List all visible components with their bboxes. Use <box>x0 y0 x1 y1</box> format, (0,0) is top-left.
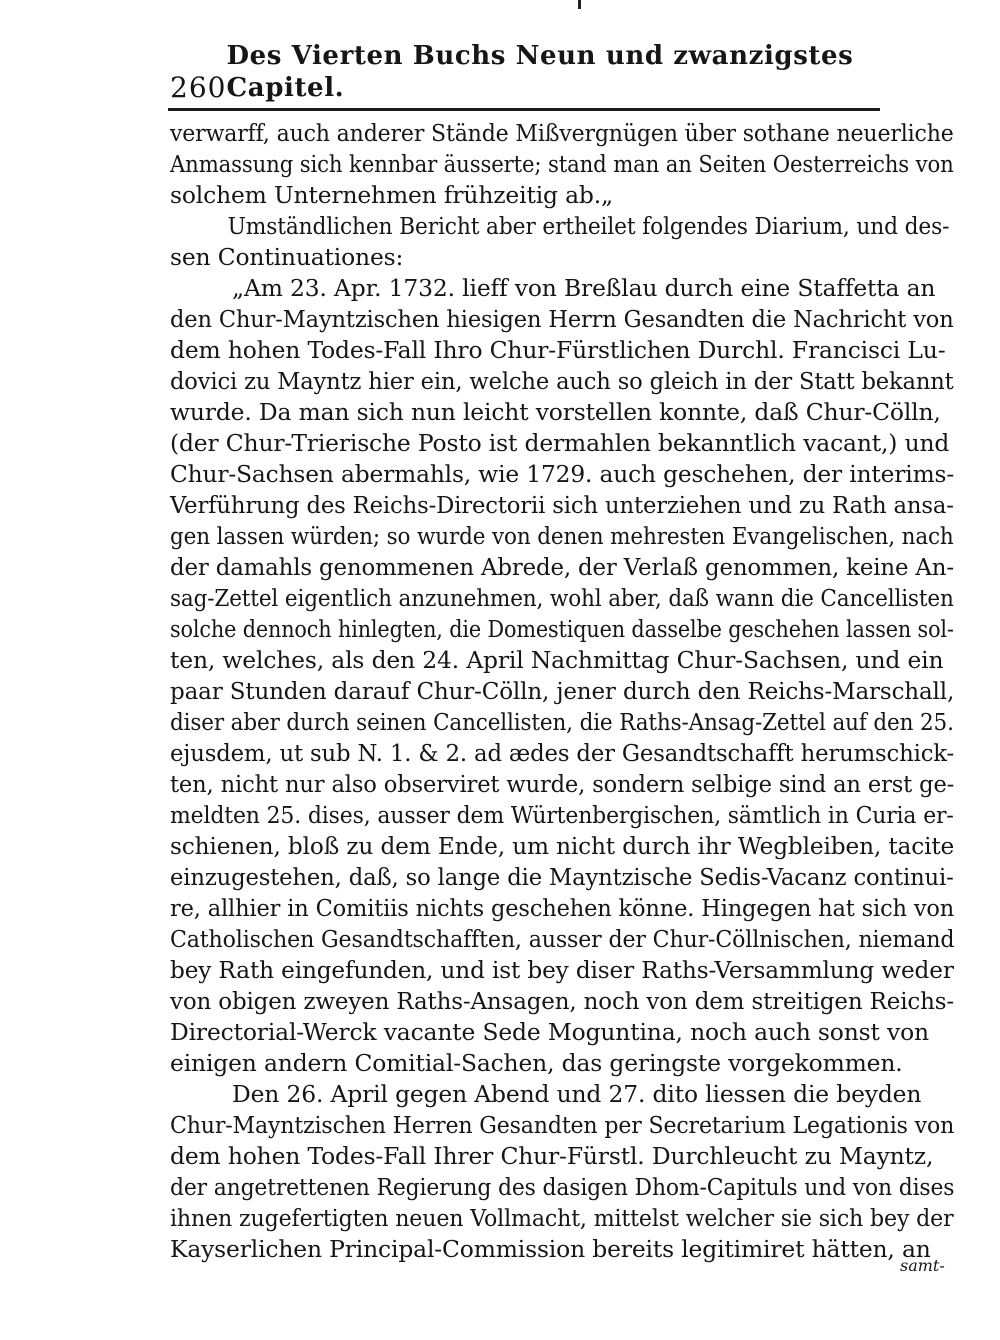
text-line: Chur-Mayntzischen Herren Gesandten per Secretarium Legationis von <box>170 1111 955 1139</box>
text-line: ejusdem, ut sub N. 1. & 2. ad ædes der Gesandtschafft herumschick- <box>170 739 955 767</box>
text-line: einigen andern Comitial-Sachen, das geringste vorgekommen. <box>170 1049 903 1077</box>
text-line: diser aber durch seinen Cancellisten, die Raths-Ansag-Zettel auf den 25. <box>170 708 954 736</box>
text-line: sen Continuationes: <box>170 243 404 271</box>
text-line: gen lassen würden; so wurde von denen mehresten Evangelischen, nach <box>170 522 954 550</box>
text-line: Chur-Sachsen abermahls, wie 1729. auch geschehen, der interims- <box>170 460 955 488</box>
text-line: verwarff, auch anderer Stände Mißvergnügen über sothane neuerliche <box>170 119 954 147</box>
text-line: dem hohen Todes-Fall Ihrer Chur-Fürstl. Durchleucht zu Mayntz, <box>170 1142 934 1170</box>
text-line: solche dennoch hinlegten, die Domestiquen dasselbe geschehen lassen sol- <box>170 615 954 643</box>
text-line: den Chur-Mayntzischen hiesigen Herrn Gesandten die Nachricht von <box>170 305 954 333</box>
text-line: dovici zu Mayntz hier ein, welche auch so gleich in der Statt bekannt <box>170 367 954 395</box>
text-line: der damahls genommenen Abrede, der Verlaß genommen, keine An- <box>170 553 954 581</box>
text-line: dem hohen Todes-Fall Ihro Chur-Fürstlichen Durchl. Francisci Lu- <box>170 336 946 364</box>
text-line: wurde. Da man sich nun leicht vorstellen konnte, daß Chur-Cölln, <box>170 398 941 426</box>
text-line: Catholischen Gesandtschafften, ausser der Chur-Cöllnischen, niemand <box>170 925 955 953</box>
page-number: 260 <box>170 71 227 104</box>
text-line: einzugestehen, daß, so lange die Mayntzische Sedis-Vacanz continui- <box>170 863 954 891</box>
text-line: solchem Unternehmen frühzeitig ab.„ <box>170 181 614 209</box>
text-line: ten, nicht nur also observiret wurde, sondern selbige sind an erst ge- <box>170 770 955 798</box>
text-line: meldten 25. dises, ausser dem Würtenbergischen, sämtlich in Curia er- <box>170 801 954 829</box>
paragraph <box>170 1079 954 1265</box>
text-line: schienen, bloß zu dem Ende, um nicht durch ihr Wegbleiben, tacite <box>170 832 955 860</box>
paragraph <box>170 273 954 1079</box>
text-line: (der Chur-Trierische Posto ist dermahlen bekanntlich vacant,) und <box>170 429 950 457</box>
text-line: Umständlichen Bericht aber ertheilet folgendes Diarium, und des- <box>227 212 950 240</box>
text-line: „Am 23. Apr. 1732. lieff von Breßlau durch eine Staffetta an <box>232 274 936 302</box>
text-line: Anmassung sich kennbar äusserte; stand man an Seiten Oesterreichs von <box>170 150 954 178</box>
catchword: samt- <box>900 1256 945 1275</box>
text-line: Directorial-Werck vacante Sede Moguntina, noch auch sonst von <box>170 1018 929 1046</box>
page-header <box>170 41 882 104</box>
text-line: Verführung des Reichs-Directorii sich unterziehen und zu Rath ansa- <box>170 491 954 519</box>
text-line: Kayserlichen Principal-Commission bereits legitimiret hätten, an <box>170 1235 931 1263</box>
text-line: der angetrettenen Regierung des dasigen Dhom-Capituls und von dises <box>170 1173 955 1201</box>
header-rule <box>168 108 880 111</box>
text-line: von obigen zweyen Raths-Ansagen, noch von dem streitigen Reichs- <box>170 987 954 1015</box>
text-line: sag-Zettel eigentlich anzunehmen, wohl aber, daß wann die Cancellisten <box>170 584 954 612</box>
text-line: ten, welches, als den 24. April Nachmittag Chur-Sachsen, und ein <box>170 646 944 674</box>
text-line: Den 26. April gegen Abend und 27. dito liessen die beyden <box>232 1080 922 1108</box>
top-edge-mark <box>578 0 581 9</box>
text-line: re, allhier in Comitiis nichts geschehen könne. Hingegen hat sich von <box>170 894 955 922</box>
paragraph <box>170 118 954 211</box>
text-line: paar Stunden darauf Chur-Cölln, jener durch den Reichs-Marschall, <box>170 677 955 705</box>
running-title: Des Vierten Buchs Neun und zwanzigstes Capitel. <box>226 41 854 103</box>
text-line: ihnen zugefertigten neuen Vollmacht, mittelst welcher sie sich bey der <box>170 1204 954 1232</box>
text-line: bey Rath eingefunden, und ist bey diser Raths-Versammlung weder <box>170 956 954 984</box>
paragraph <box>170 211 954 273</box>
body-text <box>170 118 954 1265</box>
